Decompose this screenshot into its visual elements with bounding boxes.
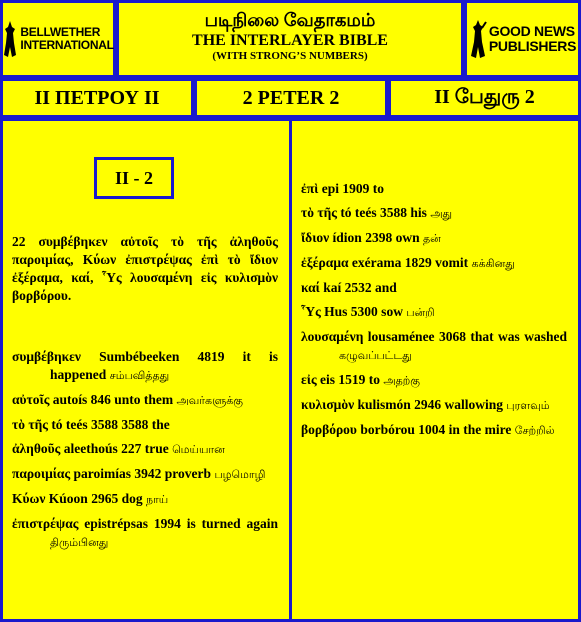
greek-word: βορβόρου	[301, 422, 357, 437]
right-word-list	[301, 180, 567, 446]
greek-word: καί	[301, 280, 320, 295]
word-gloss: Hus 5300 sow	[320, 304, 407, 319]
word-entry	[301, 279, 567, 297]
tamil-gloss: பழமொழி	[214, 469, 266, 481]
greek-word: κυλισμὸν	[301, 397, 355, 412]
bellwether-figure-icon	[2, 19, 18, 59]
logo-line-1: GOOD NEWS	[488, 23, 575, 39]
tamil-gloss: புரளவும்	[506, 400, 550, 412]
chapter-label: II - 2	[94, 157, 174, 199]
greek-word: λουσαμένη	[301, 329, 364, 344]
greek-word: τὸ τῆς	[12, 417, 48, 432]
word-gloss: borbórou 1004 in the mire	[356, 422, 515, 437]
word-gloss: tó teés 3588 3588 the	[47, 417, 170, 432]
word-gloss: tó teés 3588 his	[336, 205, 431, 220]
word-gloss: Sumbébeeken 4819 it is happened	[50, 349, 278, 382]
title-main: THE INTERLAYER BIBLE	[192, 32, 388, 49]
logo-line-2: PUBLISHERS	[488, 38, 577, 54]
word-gloss: ídion 2398 own	[329, 230, 423, 245]
title-tamil: படிநிலை வேதாகமம்	[204, 10, 376, 30]
greek-word: συμβέβηκεν	[12, 349, 81, 364]
bellwether-logo	[0, 0, 116, 78]
word-gloss: kaí 2532 and	[319, 280, 397, 295]
word-entry	[301, 396, 567, 415]
word-entry	[301, 180, 567, 198]
tamil-gloss: கழுவப்பட்டது	[339, 350, 412, 362]
word-entry	[301, 371, 567, 390]
tamil-gloss: அதற்கு	[383, 375, 420, 387]
tamil-gloss: கக்கினது	[471, 258, 515, 270]
logo-line-2: INTERNATIONAL	[20, 38, 114, 52]
tamil-gloss: சம்பவித்தது	[109, 370, 170, 382]
greek-word: ἐξέραμα	[301, 255, 349, 270]
word-entry	[301, 204, 567, 223]
word-entry	[301, 328, 567, 365]
greek-word: ἐπιστρέψας	[12, 516, 79, 531]
word-entry	[12, 391, 278, 410]
tamil-gloss: தன்	[422, 233, 441, 245]
greek-word: παροιμίας	[12, 466, 71, 481]
word-gloss: autoís 846 unto them	[49, 392, 177, 407]
verse-text: 22 συμβέβηκεν αὐτοῖς τὸ τῆς ἀληθοῦς παροιμίας, Κύων ἐπιστρέψας ἐπὶ τὸ ἴδιον ἐξέραμα, καί, Ὗς λουσαμένη εἰς κυλισμὸν βορβόρου.	[12, 234, 278, 303]
word-entry	[301, 303, 567, 322]
word-gloss: epi 1909 to	[318, 181, 384, 196]
tamil-gloss: சேற்றில்	[514, 425, 555, 437]
good-news-figure-icon	[469, 18, 487, 60]
tamil-gloss: பன்றி	[406, 307, 435, 319]
word-gloss: paroimías 3942 proverb	[70, 466, 215, 481]
word-entry	[12, 416, 278, 434]
greek-word: ἴδιον	[301, 230, 330, 245]
tamil-gloss: அவர்களுக்கு	[176, 395, 244, 407]
greek-word: τὸ τῆς	[301, 205, 337, 220]
word-entry	[12, 465, 278, 484]
book-title-greek: II ΠΕΤΡΟΥ II	[0, 78, 194, 118]
word-entry	[301, 254, 567, 273]
left-word-list	[12, 348, 278, 558]
word-gloss: kulismón 2946 wallowing	[354, 397, 507, 412]
logo-line-1: BELLWETHER	[20, 25, 101, 39]
good-news-logo	[464, 0, 581, 78]
word-gloss: Kúoon 2965 dog	[45, 491, 146, 506]
word-entry	[12, 490, 278, 509]
book-title-english: 2 PETER 2	[194, 78, 388, 118]
greek-word: ἀληθοῦς	[12, 441, 61, 456]
book-title-tamil: II பேதுரு 2	[388, 78, 581, 118]
greek-word: ἐπὶ	[301, 181, 319, 196]
tamil-gloss: திரும்பினது	[50, 537, 109, 549]
tamil-gloss: அது	[430, 208, 453, 220]
word-gloss: epistrépsas 1994 is turned again	[78, 516, 278, 531]
greek-word: αὐτοῖς	[12, 392, 50, 407]
word-entry	[301, 229, 567, 248]
greek-word: Ὗς	[301, 304, 321, 319]
greek-word: Κύων	[12, 491, 46, 506]
greek-word: εἰς	[301, 372, 317, 387]
title-subtitle: (WITH STRONG’S NUMBERS)	[212, 50, 368, 62]
word-entry	[12, 515, 278, 552]
title-block	[116, 0, 464, 78]
word-entry	[12, 440, 278, 459]
tamil-gloss: நாய்	[145, 494, 169, 506]
word-gloss: eis 1519 to	[316, 372, 384, 387]
word-gloss: exérama 1829 vomit	[348, 255, 472, 270]
tamil-gloss: மெய்யான	[172, 444, 225, 456]
word-entry	[301, 421, 567, 440]
word-gloss: lousaménee 3068 that was washed	[363, 329, 567, 344]
word-gloss: aleethoús 227 true	[60, 441, 173, 456]
word-entry	[12, 348, 278, 385]
